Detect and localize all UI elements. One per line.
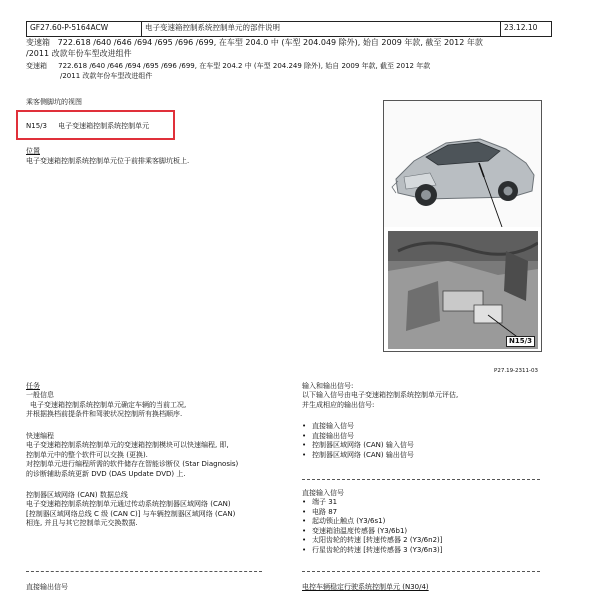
component-legend (26, 122, 149, 131)
right-divider-2 (302, 571, 540, 572)
component-figure (383, 100, 542, 352)
scope-line-4: /2011 改款年份车型改进组件 (60, 72, 153, 80)
general-heading: 一般信息 (26, 391, 54, 400)
list-item: • 行星齿轮的转速 [转速传感器 3 (Y3/6n3)] (302, 546, 562, 555)
io-heading: 输入和输出信号: (302, 382, 354, 390)
can-line-3: 相连, 并且与其它控制单元交换数据. (26, 519, 138, 528)
document-id: GF27.60-P-5164ACW (27, 22, 142, 36)
esp-control-unit-heading: 电控车辆稳定行驶系统控制单元 (N30/4) (302, 583, 429, 591)
signals-section (302, 382, 562, 460)
footwell-photo (388, 231, 538, 349)
list-item: • 端子 31 (302, 498, 562, 507)
io-line-1: 以下输入信号由电子变速箱控制系统控制单元评估, (302, 391, 459, 400)
io-line-2: 并生成相应的输出信号: (302, 400, 375, 409)
location-text: 电子变速箱控制系统控制单元位于前排乘客脚坑板上. (26, 157, 190, 165)
list-item: • 直接输入信号 (302, 422, 562, 431)
right-divider-1 (302, 479, 540, 480)
scope-label-1: 变速箱 (26, 38, 50, 47)
car-illustration (384, 101, 541, 227)
direct-input-list (302, 498, 562, 555)
scope-line-3 (26, 62, 430, 71)
can-line-1: 电子变速箱控制系统控制单元通过传动系统控制器区域网络 (CAN) (26, 500, 231, 509)
direct-input-heading: 直接输入信号 (302, 489, 344, 497)
document-header (26, 21, 552, 37)
figure-code: P27.19-2311-03 (494, 368, 539, 374)
list-item: • 控制器区域网络 (CAN) 输出信号 (302, 451, 562, 460)
figure-callout: N15/3 (506, 336, 535, 347)
tasks-heading: 任务 (26, 382, 40, 390)
scope-line-2: /2011 改款年份车型改进组件 (26, 49, 132, 58)
list-item: • 太阳齿轮的转速 [转速传感器 2 (Y3/6n2)] (302, 536, 562, 545)
direct-output-heading: 直接输出信号 (26, 583, 68, 591)
list-item: • 电路 87 (302, 508, 562, 517)
can-heading: 控制器区域网络 (CAN) 数据总线 (26, 490, 128, 499)
list-item: • 起动锁止触点 (Y3/6s1) (302, 517, 562, 526)
programming-line-1: 电子变速箱控制系统控制单元的变速箱控制模块可以快速编程, 即, (26, 441, 229, 450)
direct-input-section (302, 489, 562, 555)
document-date: 23.12.10 (504, 23, 538, 32)
view-title: 乘客侧脚坑的视图 (26, 98, 82, 106)
left-divider (26, 571, 262, 572)
io-list (302, 422, 562, 460)
general-line-1: 电子变速箱控制系统控制单元确定车辆的当前工况, (30, 400, 187, 409)
component-code: N15/3 (26, 122, 47, 130)
programming-heading: 快速编程 (26, 431, 54, 440)
tasks-section (26, 382, 288, 529)
scope-text-3: 722.618 /640 /646 /694 /695 /696 /699, 在车型 204.2 中 (车型 204.249 除外), 始自 2009 年款, 截至 2012 年款 (58, 62, 431, 70)
programming-line-4: 的诊断辅助系统更新 DVD (DAS Update DVD) 上. (26, 469, 186, 478)
scope-line-1 (26, 38, 483, 49)
scope-text-1: 722.618 /640 /646 /694 /695 /696 /699, 在车型 204.0 中 (车型 204.049 除外), 始自 2009 年款, 截至 2012 年款 (57, 38, 483, 47)
component-name: 电子变速箱控制系统控制单元 (58, 122, 150, 130)
programming-line-3: 对控制单元进行编程所需的软件储存在智能诊断仪 (Star Diagnosis) (26, 460, 239, 469)
document-title: 电子变速箱控制系统控制单元的部件说明 (142, 22, 501, 36)
list-item: • 变速箱油温度传感器 (Y3/6b1) (302, 527, 562, 536)
programming-line-2: 控制单元中的整个软件可以交换 (更换). (26, 450, 148, 459)
general-line-2: 并根据换档前提条件和驾驶状况控制所有换档顺序. (26, 410, 183, 419)
list-item: • 控制器区域网络 (CAN) 输入信号 (302, 441, 562, 450)
location-heading: 位置 (26, 147, 40, 155)
can-line-2: [控制器区域网络总线 C 级 (CAN C)] 与车辆控制器区域网络 (CAN) (26, 509, 236, 518)
scope-label-2: 变速箱 (26, 62, 47, 70)
list-item: • 直接输出信号 (302, 432, 562, 441)
